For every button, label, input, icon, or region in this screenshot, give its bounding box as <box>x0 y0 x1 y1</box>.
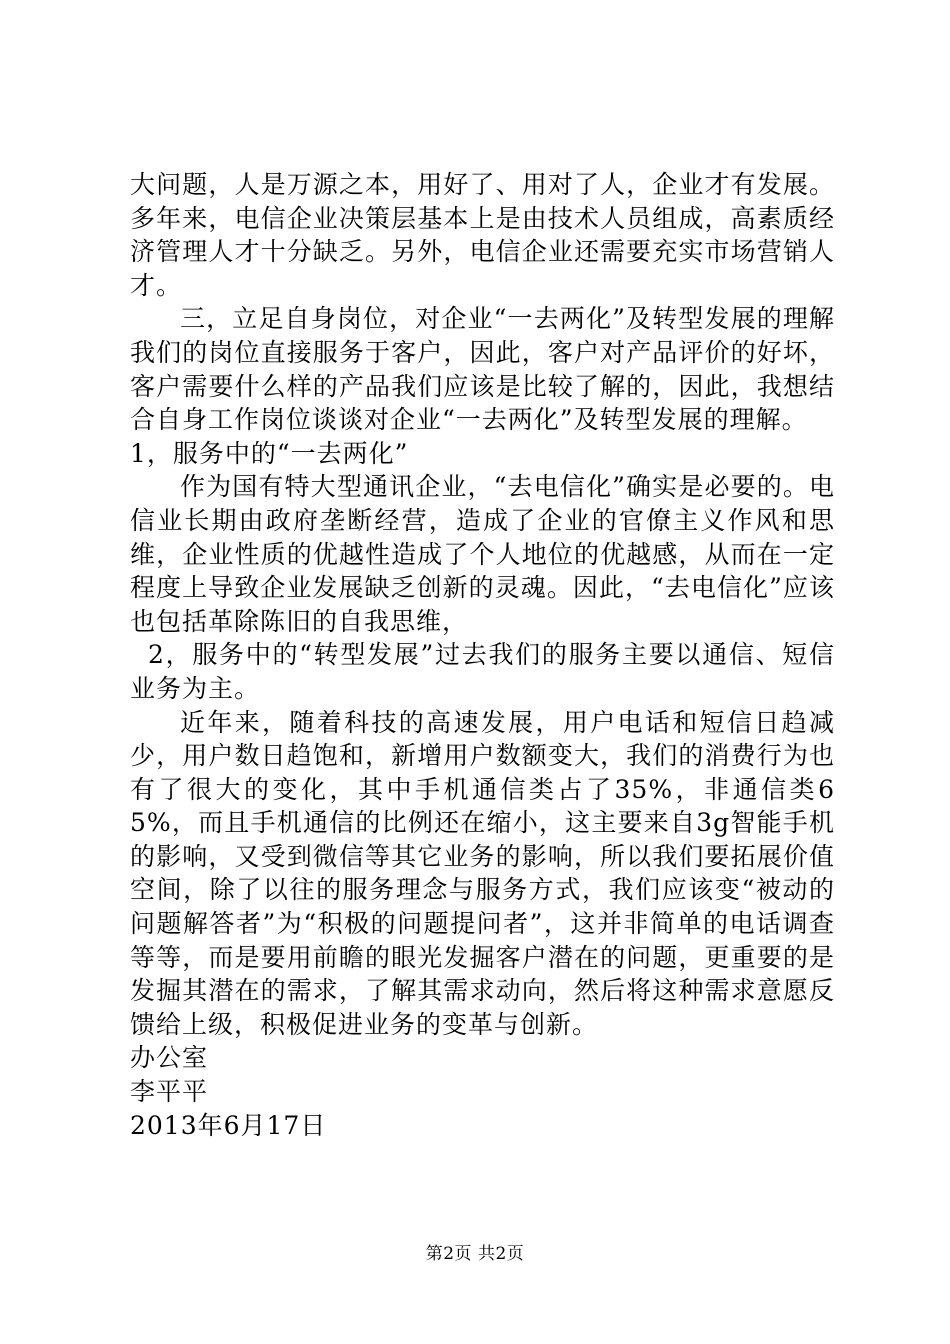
paragraph-2: 三，立足自身岗位，对企业“一去两化”及转型发展的理解我们的岗位直接服务于客户，因此，客户对产品评价的好坏，客户需要什么样的产品我们应该是比较了解的，因此，我想结合自身工作岗位谈谈对企业“一去两化”及转型发展的理解。 <box>130 304 835 435</box>
document-body <box>130 168 835 1142</box>
signature-name: 李平平 <box>130 1077 209 1107</box>
page-footer: 第2页 共2页 <box>425 1244 525 1264</box>
paragraph-5: 2，服务中的“转型发展”过去我们的服务主要以通信、短信业务为主。 <box>130 640 835 703</box>
signature-department: 办公室 <box>130 1043 209 1073</box>
paragraph-3: 1，服务中的“一去两化” <box>130 438 409 468</box>
paragraph-6: 近年来，随着科技的高速发展，用户电话和短信日趋减少，用户数日趋饱和，新增用户数额变大，我们的消费行为也有了很大的变化，其中手机通信类占了35%，非通信类65%，而且手机通信的比例还在缩小，这主要来自3g智能手机的影响，又受到微信等其它业务的影响，所以我们要拓展价值空间，除了以往的服务理念与服务方式，我们应该变“被动的问题解答者”为“积极的问题提问者”，这并非简单的电话调查等等，而是要用前瞻的眼光发掘客户潜在的问题，更重要的是发掘其潜在的需求，了解其需求动向，然后将这种需求意愿反馈给上级，积极促进业务的变革与创新。 <box>130 707 835 1039</box>
signature-date: 2013年6月17日 <box>130 1110 327 1140</box>
paragraph-1: 大问题，人是万源之本，用好了、用对了人，企业才有发展。多年来，电信企业决策层基本上是由技术人员组成，高素质经济管理人才十分缺乏。另外，电信企业还需要充实市场营销人才。 <box>130 170 835 300</box>
paragraph-4: 作为国有特大型通讯企业，“去电信化”确实是必要的。电信业长期由政府垄断经营，造成了企业的官僚主义作风和思维，企业性质的优越性造成了个人地位的优越感，从而在一定程度上导致企业发展缺乏创新的灵魂。因此，“去电信化”应该也包括革除陈旧的自我思维， <box>130 472 835 636</box>
